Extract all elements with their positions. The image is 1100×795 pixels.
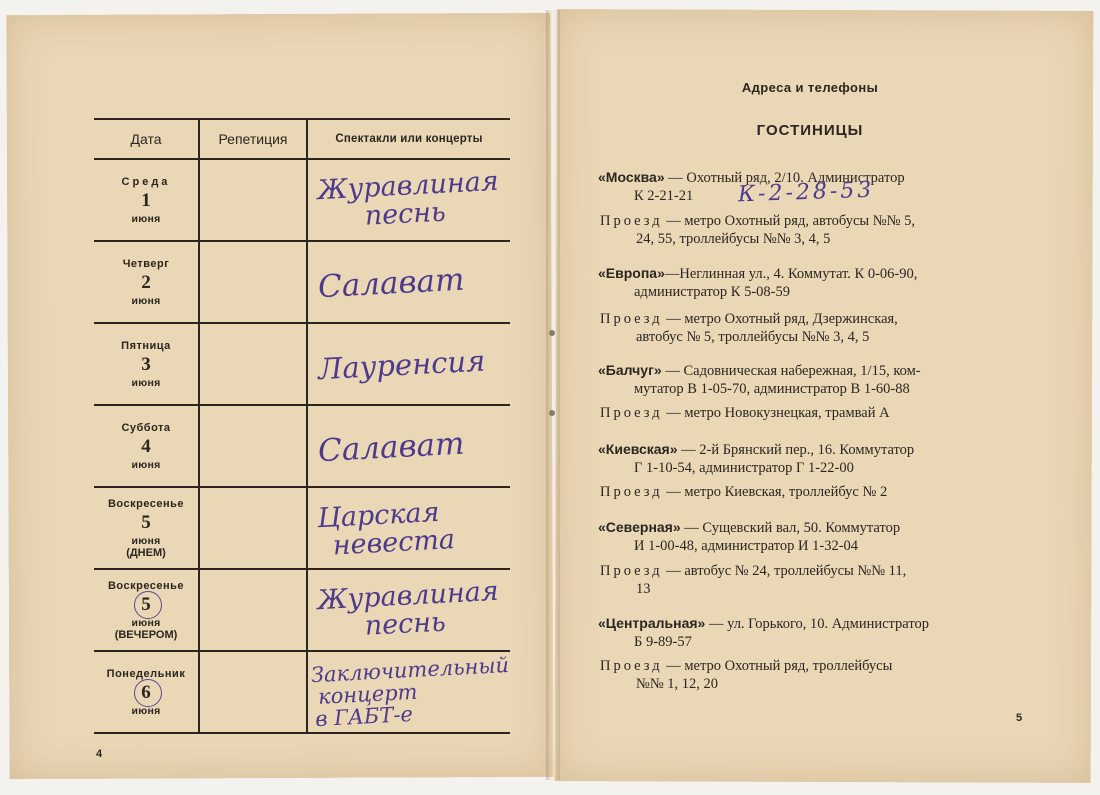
hotel-phone: К 2-21-21 [634,188,694,204]
hotel-address: — ул. Горького, 10. Администратор [705,616,930,632]
weekday: Пятница [121,339,171,352]
route-info [600,212,1022,248]
hotel-entry-tsentralnaya [598,614,1023,651]
handwritten-line: Лауренсия [317,343,487,387]
handwritten-line: песнь [363,606,447,642]
staple-top [549,330,555,336]
table-rule [94,732,510,734]
section-heading: ГОСТИНИЦЫ [756,122,864,139]
hotel-name: «Москва» [598,169,665,185]
route-info [600,657,1022,693]
weekday: Понедельник [106,667,186,680]
route-info [600,310,1022,346]
route-label: Проезд [600,405,663,421]
hotel-entry-kievskaya [598,440,1023,477]
hotel-address: — Сущевский вал, 50. Коммутатор [680,520,901,536]
handwritten-line: невеста [332,524,456,562]
route-text: — метро Новокузнецкая, трамвай А [662,405,890,421]
handwritten-line: в ГАБТ-е [314,702,414,732]
hotel-phone: Г 1-10-54, администратор Г 1-22-00 [634,460,854,476]
route-text: — автобус № 24, троллейбусы №№ 11, [662,563,907,579]
performance-entry [316,155,520,245]
header-date: Дата [130,131,162,147]
date-cell [94,242,198,322]
hotel-phone: мутатор В 1-05-70, администратор В 1-60-88 [634,381,910,397]
table-row [94,652,510,732]
handwritten-line: Царская [316,496,441,535]
handwritten-line: Салават [317,425,466,470]
handwritten-line: Журавлиная [316,165,500,207]
handwritten-line: Салават [317,261,466,306]
month: июня [131,704,161,717]
handwritten-phone: К-2-28-53 [737,177,875,208]
route-text: — метро Охотный ряд, Дзержинская, [662,311,898,327]
month: июня [131,212,161,225]
day-number: 1 [141,189,151,211]
hotel-name: «Киевская» [598,441,678,457]
hotel-name: «Балчуг» [598,362,662,378]
route-text: автобус № 5, троллейбусы №№ 3, 4, 5 [636,329,870,345]
handwritten-line: концерт [317,679,419,709]
hotel-address: — Садовническая набережная, 1/15, ком- [661,363,921,379]
route-label: Проезд [600,311,663,327]
page-fold [546,10,560,780]
route-info [600,562,1022,598]
handwritten-line: Заключительный [310,652,510,688]
month: июня [131,376,161,389]
route-label: Проезд [600,563,663,579]
weekday: Воскресенье [107,497,185,510]
table-row [94,406,510,486]
hotel-address: —Неглинная ул., 4. Коммутат. К 0-06-90, [664,266,918,282]
day-number: 5 [141,511,151,533]
month: июня [131,458,161,471]
handwritten-line: Журавлиная [316,575,500,617]
route-info [600,483,1022,501]
page-title: Адреса и телефоны [741,80,879,95]
hotel-entry-evropa [598,264,1023,301]
performance-entry [316,319,520,409]
header-rehearsal: Репетиция [218,131,288,147]
table-row [94,242,510,322]
hotel-address: — Охотный ряд, 2/10. Администратор [664,170,905,186]
date-cell [94,406,198,486]
date-cell [94,324,198,404]
schedule-table [94,118,510,734]
table-row [94,324,510,404]
day-number: 2 [141,271,151,293]
route-label: Проезд [600,484,663,500]
weekday: Воскресенье [107,579,185,592]
date-cell [94,488,198,568]
header-performances: Спектакли или концерты [335,133,483,145]
handwritten-line: песнь [363,196,447,232]
staple-bottom [549,410,555,416]
time-note: (ВЕЧЕРОМ) [114,628,178,641]
day-number: 4 [141,435,151,457]
hotel-name: «Европа» [598,265,665,281]
route-text: 13 [636,581,651,597]
month: июня [131,616,161,629]
route-text: — метро Охотный ряд, автобусы №№ 5, [662,213,915,229]
day-number-circled: 6 [141,681,151,703]
performance-entry [316,483,520,573]
month: июня [131,534,161,547]
route-text: — метро Охотный ряд, троллейбусы [662,658,893,674]
table-rule [94,118,510,120]
table-row [94,160,510,240]
weekday: Четверг [122,257,170,270]
hotel-phone: И 1-00-48, администратор И 1-32-04 [634,538,859,554]
hotel-address: — 2-й Брянский пер., 16. Коммутатор [677,442,915,458]
date-cell [94,160,198,240]
route-label: Проезд [600,213,663,229]
performance-entry [316,401,520,491]
hotel-name: «Северная» [598,519,681,535]
day-number: 3 [141,353,151,375]
hotel-name: «Центральная» [598,615,706,631]
page-number-right: 5 [1016,712,1023,724]
performance-entry [316,237,520,327]
route-label: Проезд [600,658,663,674]
date-cell [94,652,198,732]
route-text: №№ 1, 12, 20 [636,676,719,692]
weekday: Среда [121,175,171,188]
route-text: — метро Киевская, троллейбус № 2 [662,484,888,500]
month: июня [131,294,161,307]
hotel-entry-severnaya [598,518,1023,555]
date-cell [94,570,198,650]
page-number-left: 4 [96,748,103,760]
route-text: 24, 55, троллейбусы №№ 3, 4, 5 [636,231,831,247]
hotel-phone: администратор К 5-08-59 [634,284,791,300]
performance-entry [316,565,520,655]
table-row [94,488,510,568]
table-row [94,570,510,650]
weekday: Суббота [121,421,171,434]
performance-entry [310,647,514,737]
time-note: (ДНЕМ) [126,546,166,559]
route-info [600,404,1022,422]
hotel-entry-balchug [598,361,1023,398]
day-number-circled: 5 [141,593,151,615]
hotel-phone: Б 9-89-57 [634,634,692,650]
